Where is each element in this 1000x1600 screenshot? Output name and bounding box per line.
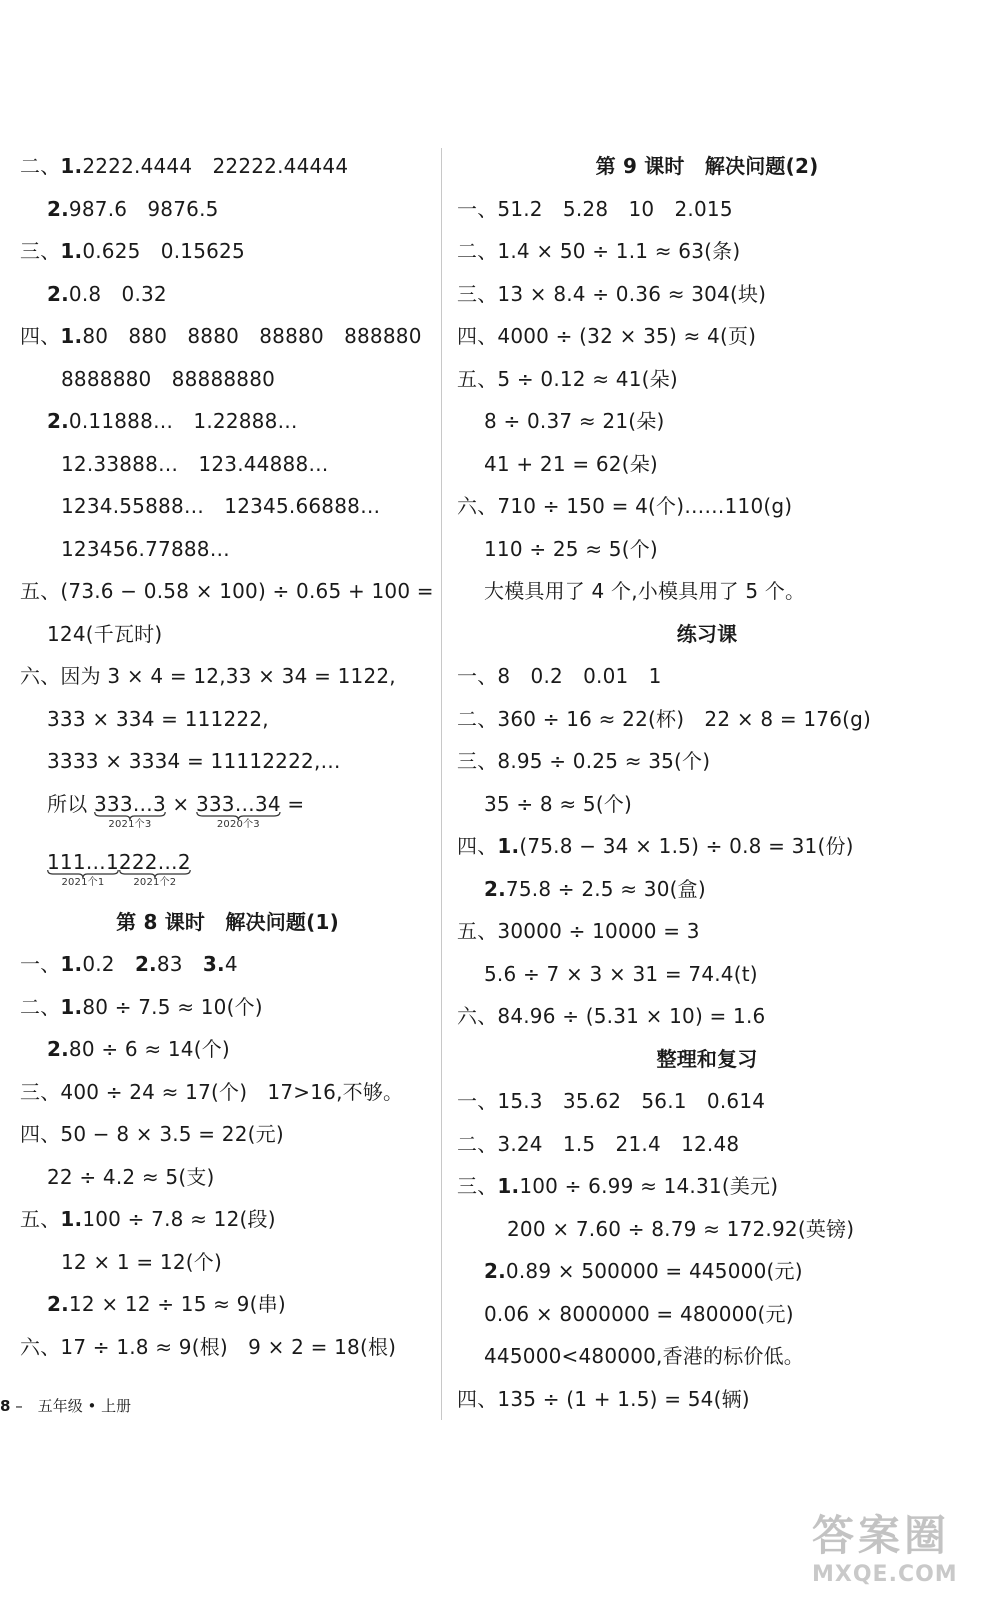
underbrace-group [93, 783, 166, 830]
answer-line [20, 528, 435, 571]
section-marker: 三、 [457, 1174, 498, 1198]
answer-line [20, 698, 435, 741]
answer-text: 12.33888… 123.44888… [61, 451, 329, 476]
footer-separator: – [10, 1397, 38, 1415]
answer-text: 987.6 9876.5 [68, 196, 219, 221]
answer-text: 75.8 ÷ 2.5 ≈ 30(盒) [505, 876, 706, 901]
section-heading: 第 9 课时 解决问题(2) [595, 154, 819, 178]
answer-line [20, 986, 435, 1029]
braced-number: 222…2 [118, 849, 191, 874]
answer-line [20, 1156, 435, 1199]
answer-line: 8 ÷ 0.37 ≈ 21(朵) [484, 409, 665, 433]
answer-line: 35 ÷ 8 ≈ 5(个) [484, 791, 633, 816]
answer-line [20, 655, 435, 698]
answer-line [20, 188, 435, 231]
braced-number: 111…1 [47, 849, 119, 874]
answer-text: 80 880 8880 88880 888880 [82, 324, 422, 348]
answer-line [20, 315, 435, 358]
brace-caption: 2020个3 [216, 818, 260, 830]
answer-text: × [165, 791, 196, 816]
answer-line [20, 570, 435, 613]
answer-line: 445000<480000,香港的标价低。 [484, 1344, 805, 1368]
answer-line [20, 230, 435, 273]
answer-line [20, 1028, 435, 1071]
answer-line [20, 1283, 435, 1326]
brace-caption: 2021个2 [133, 876, 177, 888]
answer-line: 二、3.24 1.5 21.4 12.48 [457, 1131, 740, 1156]
answer-text: 四、50 − 8 × 3.5 = 22(元) [20, 1122, 284, 1146]
item-number: 3. [202, 952, 225, 976]
answer-text: 80 ÷ 6 ≈ 14(个) [68, 1037, 230, 1061]
answer-line [20, 358, 435, 401]
answer-line: 一、8 0.2 0.01 1 [457, 664, 662, 688]
answer-text: 124(千瓦时) [47, 621, 163, 646]
answer-text: 六、因为 3 × 4 = 12,33 × 34 = 1122, [20, 664, 396, 688]
item-number: 2. [134, 952, 157, 976]
section-marker: 五、 [20, 1207, 61, 1231]
answer-line: 一、15.3 35.62 56.1 0.614 [457, 1089, 766, 1113]
answer-line-underbrace [20, 841, 435, 901]
answer-line [20, 613, 435, 656]
item-number: 1. [497, 834, 520, 858]
brace-caption: 2021个3 [108, 818, 152, 830]
answer-line: 41 + 21 = 62(朵) [484, 451, 658, 476]
answer-text: 12 × 1 = 12(个) [61, 1249, 222, 1274]
answer-line: 二、360 ÷ 16 ≈ 22(杯) 22 × 8 = 176(g) [457, 706, 872, 731]
answer-text: = [280, 791, 305, 816]
answer-text: 五、(73.6 − 0.58 × 100) ÷ 0.65 + 100 = [20, 579, 434, 603]
item-number: 1. [60, 324, 83, 348]
answer-line [20, 1241, 435, 1284]
answer-line [457, 1250, 957, 1293]
brace-caption: 2021个1 [61, 876, 105, 888]
section-marker: 一、 [20, 952, 61, 976]
watermark-url: MXQE.COM [812, 1562, 958, 1587]
item-number: 1. [60, 994, 83, 1019]
item-number: 2. [47, 196, 69, 221]
answer-line [457, 1165, 957, 1208]
answer-line: 四、135 ÷ (1 + 1.5) = 54(辆) [457, 1386, 750, 1411]
answer-text: 100 ÷ 7.8 ≈ 12(段) [82, 1207, 276, 1231]
item-number: 1. [60, 239, 83, 263]
answer-line [20, 400, 435, 443]
answer-line [20, 1113, 435, 1156]
grade-label: 五年级 • 上册 [37, 1397, 132, 1415]
answer-line [20, 1071, 435, 1114]
answer-text: 4 [224, 952, 238, 976]
item-number: 1. [497, 1174, 520, 1198]
watermark-logo: 答案圈 [812, 1511, 951, 1560]
answer-text: 0.625 0.15625 [82, 239, 245, 263]
section-marker: 三、 [20, 239, 61, 263]
column-divider [441, 148, 442, 1420]
section-heading: 练习课 [676, 621, 738, 646]
answer-line: 大模具用了 4 个,小模具用了 5 个。 [484, 579, 806, 603]
answer-line: 200 × 7.60 ÷ 8.79 ≈ 172.92(英镑) [507, 1216, 855, 1241]
answer-line: 五、5 ÷ 0.12 ≈ 41(朵) [457, 366, 678, 391]
section-heading: 第 8 课时 解决问题(1) [116, 909, 339, 934]
answer-text: 12 × 12 ÷ 15 ≈ 9(串) [68, 1292, 286, 1316]
underbrace-group [195, 783, 281, 830]
answer-line: 四、4000 ÷ (32 × 35) ≈ 4(页) [457, 324, 757, 348]
underbrace-group [118, 841, 191, 888]
answer-line [20, 145, 435, 188]
item-number: 2. [47, 1292, 69, 1316]
answer-text: 0.11888… 1.22888… [68, 409, 298, 433]
answer-line [20, 273, 435, 316]
item-number: 1. [60, 1207, 83, 1231]
braced-number: 333…3 [93, 791, 166, 816]
answer-text: 六、17 ÷ 1.8 ≈ 9(根) 9 × 2 = 18(根) [20, 1334, 397, 1359]
answer-line: 六、710 ÷ 150 = 4(个)……110(g) [457, 494, 793, 518]
answer-line [20, 943, 435, 986]
answer-text: 80 ÷ 7.5 ≈ 10(个) [82, 994, 263, 1019]
answer-line [20, 1198, 435, 1241]
answer-line-underbrace [20, 783, 435, 841]
answer-text: 1234.55888… 12345.66888… [61, 494, 381, 518]
braced-number: 333…34 [195, 791, 281, 816]
item-number: 2. [484, 876, 506, 901]
answer-line: 六、84.96 ÷ (5.31 × 10) = 1.6 [457, 1004, 766, 1028]
answer-line: 一、51.2 5.28 10 2.015 [457, 196, 733, 221]
answer-text: 3333 × 3334 = 11112222,… [47, 749, 341, 773]
answer-text: 2222.4444 22222.44444 [82, 154, 349, 178]
answer-text: 123456.77888… [61, 536, 230, 561]
answer-line [20, 485, 435, 528]
section-heading: 整理和复习 [656, 1046, 758, 1071]
section-marker: 二、 [20, 994, 61, 1019]
answer-line: 三、13 × 8.4 ÷ 0.36 ≈ 304(块) [457, 281, 767, 306]
watermark [812, 1512, 982, 1592]
item-number: 2. [484, 1259, 506, 1283]
item-number: 2. [47, 409, 69, 433]
section-marker: 二、 [20, 154, 61, 178]
page-number: 8 [0, 1397, 11, 1415]
answer-line: 110 ÷ 25 ≈ 5(个) [484, 536, 658, 561]
left-column [20, 145, 435, 1368]
answer-text: 22 ÷ 4.2 ≈ 5(支) [47, 1164, 215, 1189]
answer-text: 0.2 [82, 952, 135, 976]
answer-text: 0.8 0.32 [68, 281, 167, 306]
answer-line: 5.6 ÷ 7 × 3 × 31 = 74.4(t) [484, 961, 758, 986]
answer-text: 83 [156, 952, 203, 976]
answer-text: (75.8 − 34 × 1.5) ÷ 0.8 = 31(份) [519, 834, 854, 858]
answer-line: 三、8.95 ÷ 0.25 ≈ 35(个) [457, 749, 711, 773]
answer-line [457, 868, 957, 911]
answer-line [20, 740, 435, 783]
answer-text: 所以 [47, 791, 94, 816]
answer-line [20, 1326, 435, 1369]
answer-text: 三、400 ÷ 24 ≈ 17(个) 17>16,不够。 [20, 1079, 404, 1104]
answer-line: 0.06 × 8000000 = 480000(元) [484, 1301, 794, 1326]
answer-text: 0.89 × 500000 = 445000(元) [505, 1259, 803, 1283]
item-number: 1. [60, 952, 83, 976]
item-number: 2. [47, 1037, 69, 1061]
page-footer [0, 1396, 131, 1416]
right-column [457, 145, 957, 1420]
answer-line: 五、30000 ÷ 10000 = 3 [457, 919, 700, 943]
answer-text: 100 ÷ 6.99 ≈ 14.31(美元) [519, 1174, 779, 1198]
item-number: 2. [47, 281, 69, 306]
section-marker: 四、 [20, 324, 61, 348]
answer-line: 二、1.4 × 50 ÷ 1.1 ≈ 63(条) [457, 239, 741, 263]
answer-text: 333 × 334 = 111222, [47, 706, 269, 731]
answer-line [457, 825, 957, 868]
answer-line [20, 443, 435, 486]
answer-text: 8888880 88888880 [61, 366, 276, 391]
section-marker: 四、 [457, 834, 498, 858]
underbrace-group [47, 841, 119, 888]
item-number: 1. [60, 154, 83, 178]
